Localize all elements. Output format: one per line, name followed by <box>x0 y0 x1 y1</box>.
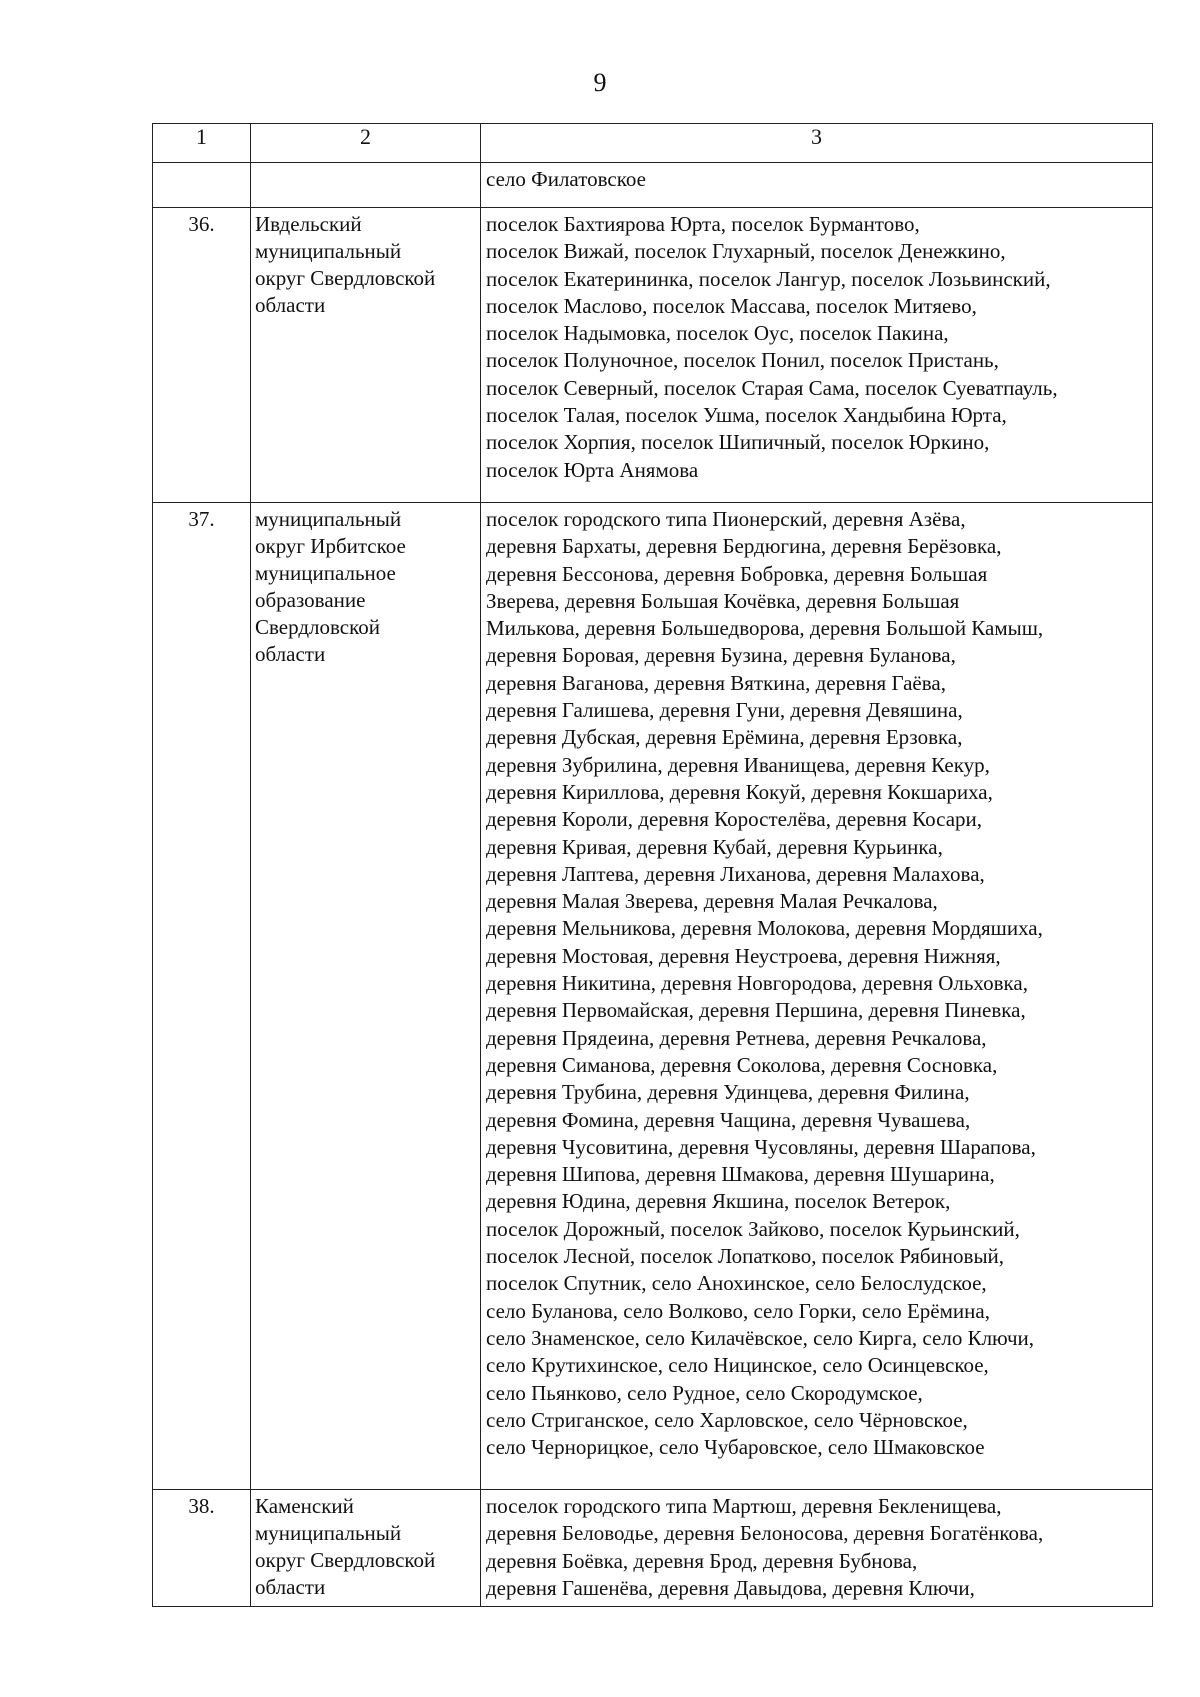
settlement-line: деревня Трубина, деревня Удинцева, деревня Филина, <box>486 1080 970 1105</box>
settlement-line: деревня Зубрилина, деревня Иванищева, деревня Кекур, <box>486 752 990 777</box>
settlement-line: деревня Бессонова, деревня Бобровка, деревня Большая <box>486 561 988 586</box>
settlement-line: деревня Первомайская, деревня Першина, деревня Пиневка, <box>486 998 1026 1023</box>
column-header-2: 2 <box>251 124 481 163</box>
settlement-line: село Стриганское, село Харловское, село Чёрновское, <box>486 1407 968 1432</box>
settlement-line: деревня Никитина, деревня Новгородова, деревня Ольховка, <box>486 971 1028 996</box>
settlement-line: поселок Хорпия, поселок Шипичный, поселок Юркино, <box>486 430 990 455</box>
settlement-line: деревня Фомина, деревня Чащина, деревня Чувашева, <box>486 1107 971 1132</box>
row-number <box>153 163 251 208</box>
settlement-line: Зверева, деревня Большая Кочёвка, деревня Большая <box>486 588 960 613</box>
settlement-line: деревня Симанова, деревня Соколова, деревня Сосновка, <box>486 1052 998 1077</box>
settlement-line: деревня Чусовитина, деревня Чусовляны, деревня Шарапова, <box>486 1134 1036 1159</box>
settlement-line: поселок Северный, поселок Старая Сама, поселок Суеватпауль, <box>486 375 1058 400</box>
settlement-line: поселок Юрта Анямова <box>486 457 699 482</box>
municipality-name: Каменский муниципальный округ Свердловской области <box>251 1490 481 1607</box>
settlement-line: село Пьянково, село Рудное, село Скородумское, <box>486 1380 923 1405</box>
row-number: 37. <box>153 503 251 1490</box>
settlement-line: село Знаменское, село Килачёвское, село Кирга, село Ключи, <box>486 1325 1034 1350</box>
settlement-line: село Филатовское <box>486 167 646 191</box>
settlement-line: деревня Короли, деревня Коростелёва, деревня Косари, <box>486 807 983 832</box>
settlement-line: деревня Гашенёва, деревня Давыдова, деревня Ключи, <box>486 1575 975 1600</box>
settlement-line: поселок городского типа Пионерский, деревня Азёва, <box>486 507 966 531</box>
column-header-1: 1 <box>153 124 251 163</box>
settlement-line: поселок Дорожный, поселок Зайково, поселок Курьинский, <box>486 1216 1020 1241</box>
page-number: 9 <box>593 68 607 97</box>
settlement-line: деревня Кириллова, деревня Кокуй, деревня Кокшариха, <box>486 779 993 804</box>
settlement-line: село Крутихинское, село Ницинское, село Осинцевское, <box>486 1353 989 1378</box>
settlement-line: поселок Спутник, село Анохинское, село Белослудское, <box>486 1271 987 1296</box>
settlement-line: деревня Ваганова, деревня Вяткина, деревня Гаёва, <box>486 670 946 695</box>
settlement-line: деревня Беловодье, деревня Белоносова, деревня Богатёнкова, <box>486 1521 1044 1546</box>
settlement-line: село Буланова, село Волково, село Горки, село Ерёмина, <box>486 1298 990 1323</box>
settlement-line: деревня Юдина, деревня Якшина, поселок Ветерок, <box>486 1189 951 1214</box>
table-row-continuation <box>153 163 1153 208</box>
settlements-list <box>481 503 1153 1490</box>
settlements-list <box>481 163 1153 208</box>
table-row <box>153 208 1153 503</box>
settlement-line: деревня Прядеина, деревня Ретнева, деревня Речкалова, <box>486 1025 987 1050</box>
settlement-line: деревня Мостовая, деревня Неустроева, деревня Нижняя, <box>486 943 1001 968</box>
settlement-line: Милькова, деревня Большедворова, деревня Большой Камыш, <box>486 616 1044 641</box>
municipality-name: муниципальный округ Ирбитское муниципальное образование Свердловской области <box>251 503 481 1490</box>
settlement-line: деревня Мельникова, деревня Молокова, деревня Мордяшиха, <box>486 916 1043 941</box>
row-number: 36. <box>153 208 251 503</box>
settlement-line: поселок Екатерининка, поселок Лангур, поселок Лозьвинский, <box>486 266 1051 291</box>
settlement-line: поселок городского типа Мартюш, деревня Бекленищева, <box>486 1494 1002 1518</box>
settlements-list <box>481 1490 1153 1607</box>
settlement-line: деревня Галишева, деревня Гуни, деревня Девяшина, <box>486 698 963 723</box>
column-header-3: 3 <box>481 124 1153 163</box>
municipality-name <box>251 163 481 208</box>
settlement-line: деревня Кривая, деревня Кубай, деревня Курьинка, <box>486 834 943 859</box>
settlement-line: поселок Полуночное, поселок Понил, поселок Пристань, <box>486 348 999 373</box>
settlement-line: село Чернорицкое, село Чубаровское, село Шмаковское <box>486 1435 985 1460</box>
settlement-line: поселок Лесной, поселок Лопатково, поселок Рябиновый, <box>486 1244 1005 1269</box>
settlement-line: поселок Маслово, поселок Массава, поселок Митяево, <box>486 293 977 318</box>
settlement-line: деревня Бархаты, деревня Бердюгина, деревня Берёзовка, <box>486 534 1002 559</box>
table-row <box>153 503 1153 1490</box>
settlement-line: деревня Боёвка, деревня Брод, деревня Бубнова, <box>486 1548 918 1573</box>
settlement-line: деревня Шипова, деревня Шмакова, деревня Шушарина, <box>486 1162 995 1187</box>
settlement-line: деревня Малая Зверева, деревня Малая Речкалова, <box>486 889 938 914</box>
settlement-line: деревня Боровая, деревня Бузина, деревня Буланова, <box>486 643 956 668</box>
settlement-line: деревня Дубская, деревня Ерёмина, деревня Ерзовка, <box>486 725 963 750</box>
settlements-table <box>152 123 1153 1607</box>
settlement-line: поселок Бахтиярова Юрта, поселок Бурмантово, <box>486 212 920 236</box>
settlement-line: поселок Вижай, поселок Глухарный, поселок Денежкино, <box>486 239 1006 264</box>
municipality-name: Ивдельский муниципальный округ Свердловской области <box>251 208 481 503</box>
settlement-line: поселок Надымовка, поселок Оус, поселок Пакина, <box>486 321 949 346</box>
table-row <box>153 1490 1153 1607</box>
settlement-line: поселок Талая, поселок Ушма, поселок Хандыбина Юрта, <box>486 403 1007 428</box>
row-number: 38. <box>153 1490 251 1607</box>
settlements-list <box>481 208 1153 503</box>
table-header-row <box>153 124 1153 163</box>
settlement-line: деревня Лаптева, деревня Лиханова, деревня Малахова, <box>486 861 985 886</box>
